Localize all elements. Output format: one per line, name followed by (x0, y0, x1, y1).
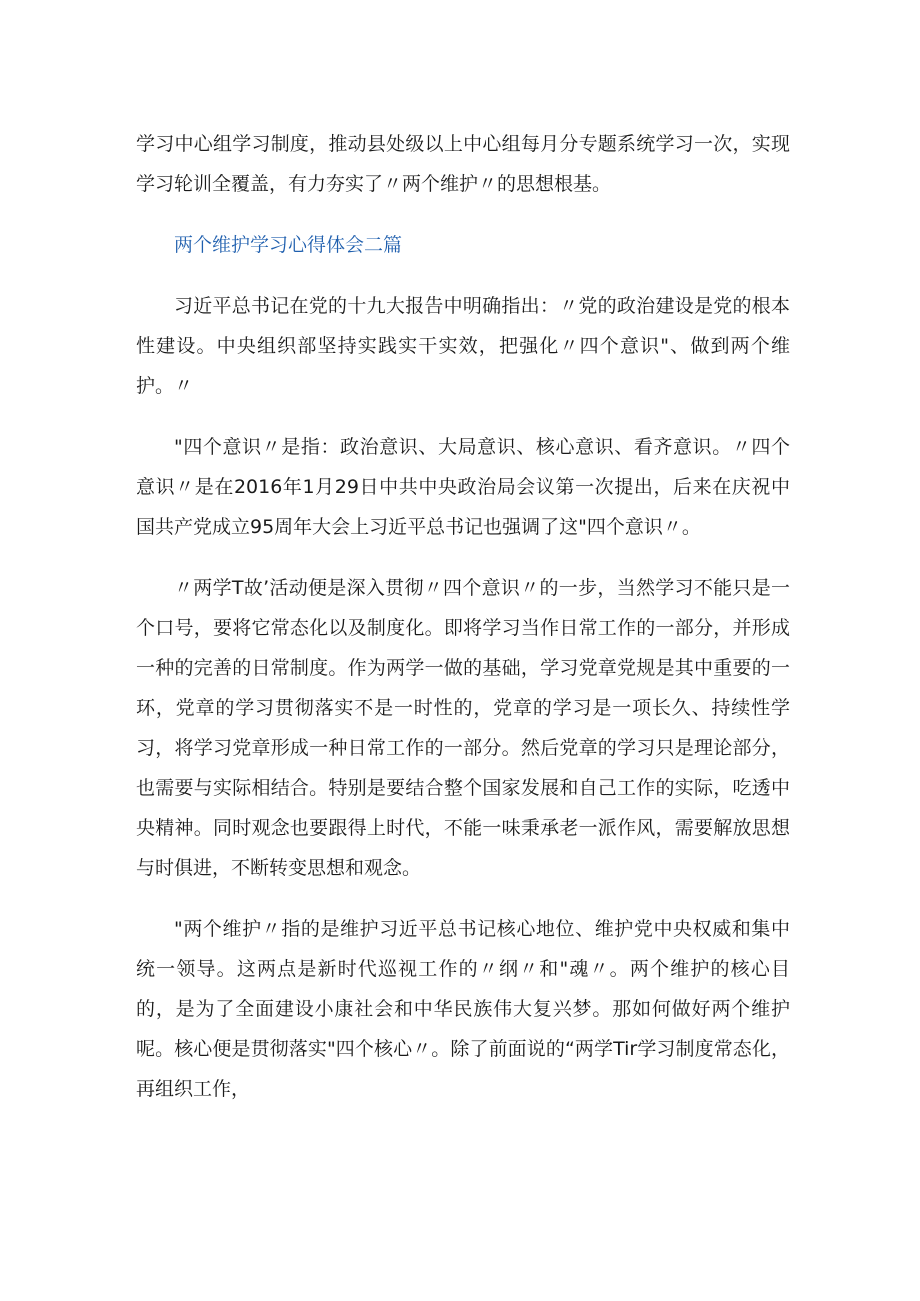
document-body (136, 124, 790, 1130)
paragraph-intro: 学习中心组学习制度，推动县处级以上中心组每月分专题系统学习一次，实现学习轮训全覆盖，有力夯实了〃两个维护〃的思想根基。 (136, 133, 790, 195)
paragraph-4: "两个维护〃指的是维护习近平总书记核心地位、维护党中央权威和集中统一领导。这两点是新时代巡视工作的〃纲〃和"魂〃。两个维护的核心目的，是为了全面建设小康社会和中华民族伟大复兴梦。那如何做好两个维护呢。核心便是贯彻落实"四个核心〃。除了前面说的“两学Tir学习制度常态化，再组织工作， (136, 918, 790, 1100)
paragraph-2: "四个意识〃是指：政治意识、大局意识、核心意识、看齐意识。〃四个意识〃是在2016年1月29日中共中央政治局会议第一次提出，后来在庆祝中国共产党成立95周年大会上习近平总书记也强调了这"四个意识〃。 (136, 436, 790, 538)
paragraph-1: 习近平总书记在党的十九大报告中明确指出：〃党的政治建设是党的根本性建设。中央组织部坚持实践实干实效，把强化〃四个意识"、做到两个维护。〃 (136, 295, 790, 397)
paragraph-3: 〃两学T故’活动便是深入贯彻〃四个意识〃的一步，当然学习不能只是一个口号，要将它常态化以及制度化。即将学习当作日常工作的一部分，并形成一种的完善的日常制度。作为两学一做的基础，学习党章党规是其中重要的一环，党章的学习贯彻落实不是一时性的，党章的学习是一项长久、持续性学习，将学习党章形成一种日常工作的一部分。然后党章的学习只是理论部分，也需要与实际相结合。特别是要结合整个国家发展和自己工作的实际，吃透中央精神。同时观念也要跟得上时代，不能一味秉承老一派作风，需要解放思想与时俱进，不断转变思想和观念。 (136, 577, 790, 879)
section-heading: 两个维护学习心得体会二篇 (174, 234, 403, 256)
